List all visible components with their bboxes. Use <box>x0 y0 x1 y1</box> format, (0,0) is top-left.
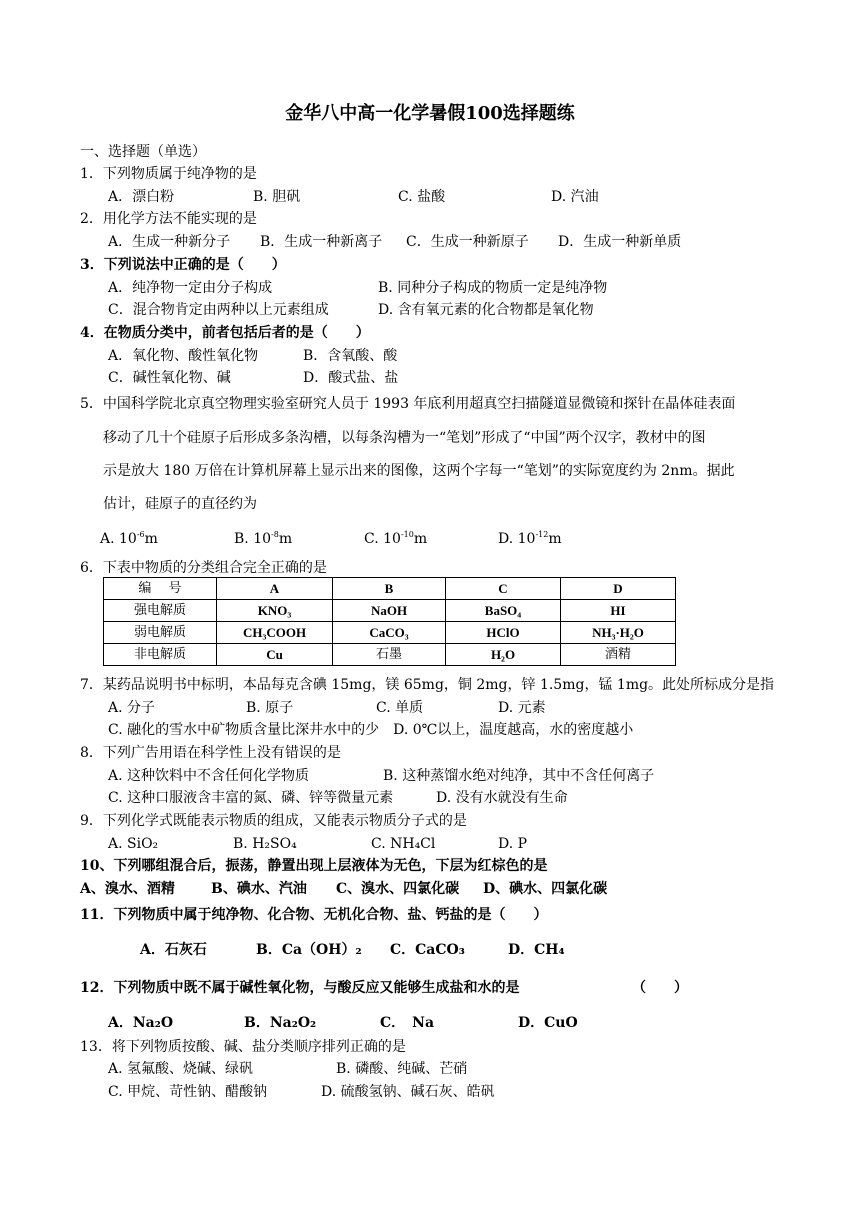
q13-stem: 13．将下列物质按酸、碱、盐分类顺序排列正确的是 <box>80 1039 406 1055</box>
q1-option-d: D. 汽油 <box>551 189 599 205</box>
q5-line-4: 估计，硅原子的直径约为 <box>103 496 257 512</box>
table-cell: Cu <box>217 644 333 666</box>
q10-option-c: C、溴水、四氯化碳 <box>336 881 460 897</box>
table-row-label: 强电解质 <box>104 600 217 622</box>
table-cell: 酒精 <box>561 644 676 666</box>
q2-option-a: A．生成一种新分子 <box>108 234 231 250</box>
q5-line-3: 示是放大 180 万倍在计算机屏幕上显示出来的图像，这两个字每一“笔划”的实际宽度约为 2nm。据此 <box>103 463 735 479</box>
table-header-cell: A <box>217 578 333 600</box>
q2-option-c: C．生成一种新原子 <box>406 234 529 250</box>
q4-option-a: A．氧化物、酸性氧化物 <box>108 348 259 364</box>
table-cell: CaCO₃ <box>333 622 446 644</box>
q7-option-c: C. 单质 <box>376 700 424 716</box>
q4-stem: 4．在物质分类中，前者包括后者的是（ ） <box>80 325 370 341</box>
table-header-cell: 编 号 <box>104 578 217 600</box>
q12-answer-paren: （ ） <box>632 980 688 996</box>
q8-option-b: B. 这种蒸馏水绝对纯净，其中不含任何离子 <box>383 768 655 784</box>
section-heading: 一、选择题（单选） <box>80 144 206 160</box>
q3-option-b: B. 同种分子构成的物质一定是纯净物 <box>378 280 608 296</box>
q11-option-c: C．CaCO₃ <box>390 942 465 958</box>
q4-option-b: B．含氧酸、酸 <box>303 348 398 364</box>
q9-stem: 9．下列化学式既能表示物质的组成，又能表示物质分子式的是 <box>80 813 467 829</box>
q12-option-c: C． Na <box>380 1015 435 1031</box>
table-cell: BaSO₄ <box>446 600 561 622</box>
table-row-label: 非电解质 <box>104 644 217 666</box>
q1-option-a: A．漂白粉 <box>108 189 175 205</box>
q3-stem: 3．下列说法中正确的是（ ） <box>80 257 286 273</box>
table-header-cell: C <box>446 578 561 600</box>
table-header-row <box>104 578 676 600</box>
q12-option-d: D．CuO <box>518 1015 578 1031</box>
q1-option-c: C. 盐酸 <box>398 189 446 205</box>
table-cell: KNO₃ <box>217 600 333 622</box>
table-row <box>104 644 676 666</box>
q6-table <box>103 577 676 666</box>
q3-option-d: D. 含有氧元素的化合物都是氧化物 <box>378 302 594 318</box>
q5-line-1: 5．中国科学院北京真空物理实验室研究人员于 1993 年底利用超真空扫描隧道显微镜和探针在晶体硅表面 <box>80 396 736 412</box>
q9-option-d: D. P <box>498 836 528 852</box>
q12-option-b: B．Na₂O₂ <box>244 1015 317 1031</box>
table-cell: H₂O <box>446 644 561 666</box>
q13-option-c: C. 甲烷、苛性钠、醋酸钠 <box>108 1084 268 1100</box>
q12-stem: 12．下列物质中既不属于碱性氧化物，与酸反应又能够生成盐和水的是 <box>80 980 520 996</box>
q13-option-b: B. 磷酸、纯碱、芒硝 <box>336 1061 468 1077</box>
q5-line-2: 移动了几十个硅原子后形成多条沟槽，以每条沟槽为一“笔划”形成了“中国”两个汉字，教材中的图 <box>103 430 706 446</box>
q5-option-c: C. $10^{-10}m$ <box>364 530 428 547</box>
q8-option-c: C. 这种口服液含丰富的氮、磷、锌等微量元素 <box>108 790 394 806</box>
table-cell: NH₃·H₂O <box>561 622 676 644</box>
table-header-cell: D <box>561 578 676 600</box>
q9-option-c: C. NH₄Cl <box>371 836 436 852</box>
q9-option-b: B. H₂SO₄ <box>233 836 297 852</box>
q4-option-c: C．碱性氧化物、碱 <box>108 370 231 386</box>
q3-option-a: A．纯净物一定由分子构成 <box>108 280 273 296</box>
table-cell: 石墨 <box>333 644 446 666</box>
q12-option-a: A．Na₂O <box>108 1015 174 1031</box>
q11-option-b: B．Ca（OH）₂ <box>256 942 362 958</box>
q8-stem: 8．下列广告用语在科学性上没有错误的是 <box>80 745 341 761</box>
table-row <box>104 600 676 622</box>
q6-stem: 6．下表中物质的分类组合完全正确的是 <box>80 560 327 576</box>
table-row-label: 弱电解质 <box>104 622 217 644</box>
q11-option-d: D．CH₄ <box>508 942 565 958</box>
q1-stem: 1．下列物质属于纯净物的是 <box>80 166 257 182</box>
q5-option-b: B. $10^{-8}m$ <box>234 530 293 547</box>
q2-option-d: D．生成一种新单质 <box>558 234 682 250</box>
table-cell: HClO <box>446 622 561 644</box>
q5-option-a: A. $10^{-6}m$ <box>100 530 158 547</box>
q8-option-d: D. 没有水就没有生命 <box>436 790 568 806</box>
q10-option-a: A、溴水、酒精 <box>80 881 175 897</box>
q7-extra-options: C. 融化的雪水中矿物质含量比深井水中的少 D. 0℃以上，温度越高，水的密度越小 <box>108 722 634 738</box>
q13-option-a: A. 氢氟酸、烧碱、绿矾 <box>108 1061 254 1077</box>
q7-option-a: A. 分子 <box>108 700 156 716</box>
table-cell: CH₃COOH <box>217 622 333 644</box>
q4-option-d: D．酸式盐、盐 <box>303 370 399 386</box>
q9-option-a: A. SiO₂ <box>108 836 159 852</box>
q8-option-a: A. 这种饮料中不含任何化学物质 <box>108 768 310 784</box>
table-cell: HI <box>561 600 676 622</box>
q10-option-d: D、碘水、四氯化碳 <box>483 881 608 897</box>
q11-option-a: A．石灰石 <box>140 942 207 958</box>
q2-option-b: B．生成一种新离子 <box>260 234 383 250</box>
q7-option-d: D. 元素 <box>498 700 546 716</box>
q3-option-c: C．混合物肯定由两种以上元素组成 <box>108 302 329 318</box>
table-header-cell: B <box>333 578 446 600</box>
table-cell: NaOH <box>333 600 446 622</box>
q13-option-d: D. 硫酸氢钠、碱石灰、皓矾 <box>321 1084 495 1100</box>
table-row <box>104 622 676 644</box>
q7-option-b: B. 原子 <box>246 700 294 716</box>
page-title: 金华八中高一化学暑假100选择题练 <box>285 103 575 124</box>
q10-option-b: B、碘水、汽油 <box>211 881 307 897</box>
q2-stem: 2．用化学方法不能实现的是 <box>80 211 257 227</box>
q11-stem: 11．下列物质中属于纯净物、化合物、无机化合物、盐、钙盐的是（ ） <box>80 907 548 923</box>
q5-option-d: D. $10^{-12}m$ <box>498 530 562 547</box>
q7-stem: 7．某药品说明书中标明，本品每克含碘 15mg，镁 65mg，铜 2mg，锌 1.5mg，锰 1mg。此处所标成分是指 <box>80 677 775 693</box>
q1-option-b: B. 胆矾 <box>253 189 301 205</box>
q10-stem: 10、下列哪组混合后，振荡，静置出现上层液体为无色，下层为红棕色的是 <box>80 858 548 874</box>
